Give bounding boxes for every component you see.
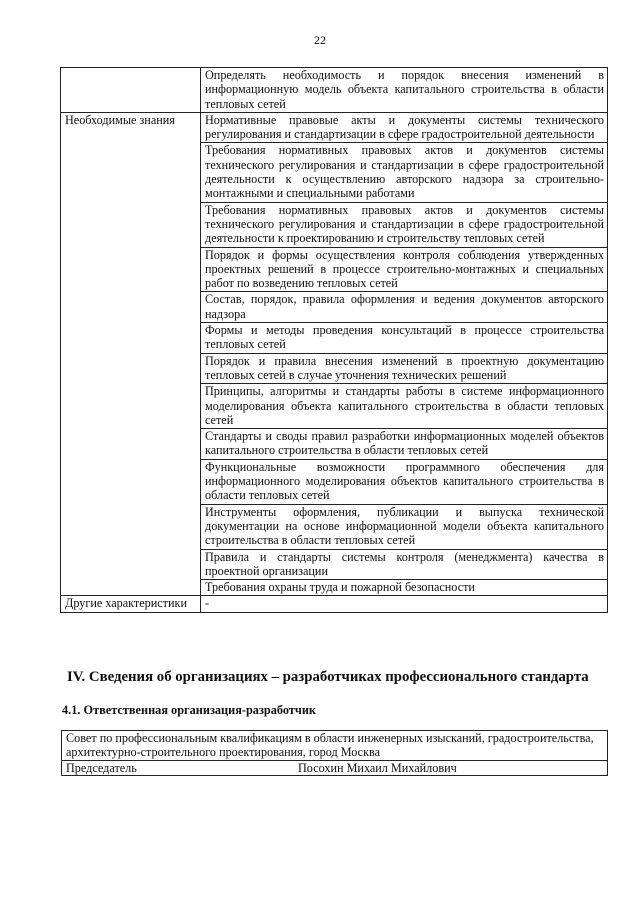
- knowledge-item: Формы и методы проведения консультаций в процессе строительства тепловых сетей: [201, 323, 608, 354]
- knowledge-item: Стандарты и своды правил разработки информационных моделей объектов капитального строительства в области тепловых сетей: [201, 429, 608, 460]
- table-row: [61, 68, 608, 113]
- knowledge-item: Порядок и формы осуществления контроля соблюдения утвержденных проектных решений в процессе строительно-монтажных и специальных работ по возведению тепловых сетей: [201, 247, 608, 292]
- skill-cell: Определять необходимость и порядок внесения изменений в информационную модель объекта капитального строительства в области тепловых сетей: [201, 68, 608, 113]
- subsection-title: 4.1. Ответственная организация-разработчик: [62, 703, 316, 717]
- page-number: 22: [314, 33, 326, 47]
- knowledge-item: Требования нормативных правовых актов и документов системы технического регулирования и стандартизации в сфере градостроительной деятельности к проектированию и строительству тепловых сетей: [201, 202, 608, 247]
- chair-cell: [62, 760, 608, 775]
- knowledge-item: Правила и стандарты системы контроля (менеджмента) качества в проектной организации: [201, 549, 608, 580]
- table-row: [61, 112, 608, 143]
- knowledge-item: Функциональные возможности программного обеспечения для информационного моделирования объектов капитального строительства в области тепловых сетей: [201, 459, 608, 504]
- other-label: Другие характеристики: [61, 596, 201, 612]
- table-row: [62, 731, 608, 761]
- chair-name: Посохин Михаил Михайлович: [298, 760, 457, 775]
- knowledge-item: Состав, порядок, правила оформления и ведения документов авторского надзора: [201, 292, 608, 323]
- knowledge-item: Требования нормативных правовых актов и документов системы технического регулирования и стандартизации в сфере градостроительной деятельности к осуществлению авторского надзора за строительно-монтажными и специальными работами: [201, 143, 608, 202]
- knowledge-label: Необходимые знания: [61, 112, 201, 596]
- knowledge-item: Принципы, алгоритмы и стандарты работы в системе информационного моделирования объекта капитального строительства в области тепловых сетей: [201, 384, 608, 429]
- knowledge-item: Нормативные правовые акты и документы системы технического регулирования и стандартизации в сфере градостроительной деятельности: [201, 112, 608, 143]
- organization-table: [61, 730, 608, 776]
- knowledge-item: Требования охраны труда и пожарной безопасности: [201, 580, 608, 596]
- knowledge-table: [60, 67, 608, 613]
- chair-position: Председатель: [66, 760, 137, 775]
- organization-name: Совет по профессиональным квалификациям в области инженерных изысканий, градостроительства, архитектурно-строительного проектирования, город Москва: [62, 731, 608, 761]
- table-row: [62, 760, 608, 775]
- knowledge-item: Порядок и правила внесения изменений в проектную документацию тепловых сетей в случае уточнения технических решений: [201, 353, 608, 384]
- section-title: IV. Сведения об организациях – разработчиках профессионального стандарта: [67, 669, 589, 685]
- other-value: -: [201, 596, 608, 612]
- knowledge-item: Инструменты оформления, публикации и выпуска технической документации на основе информационной модели объекта капитального строительства в области тепловых сетей: [201, 504, 608, 549]
- table-row: [61, 596, 608, 612]
- empty-label-cell: [61, 68, 201, 113]
